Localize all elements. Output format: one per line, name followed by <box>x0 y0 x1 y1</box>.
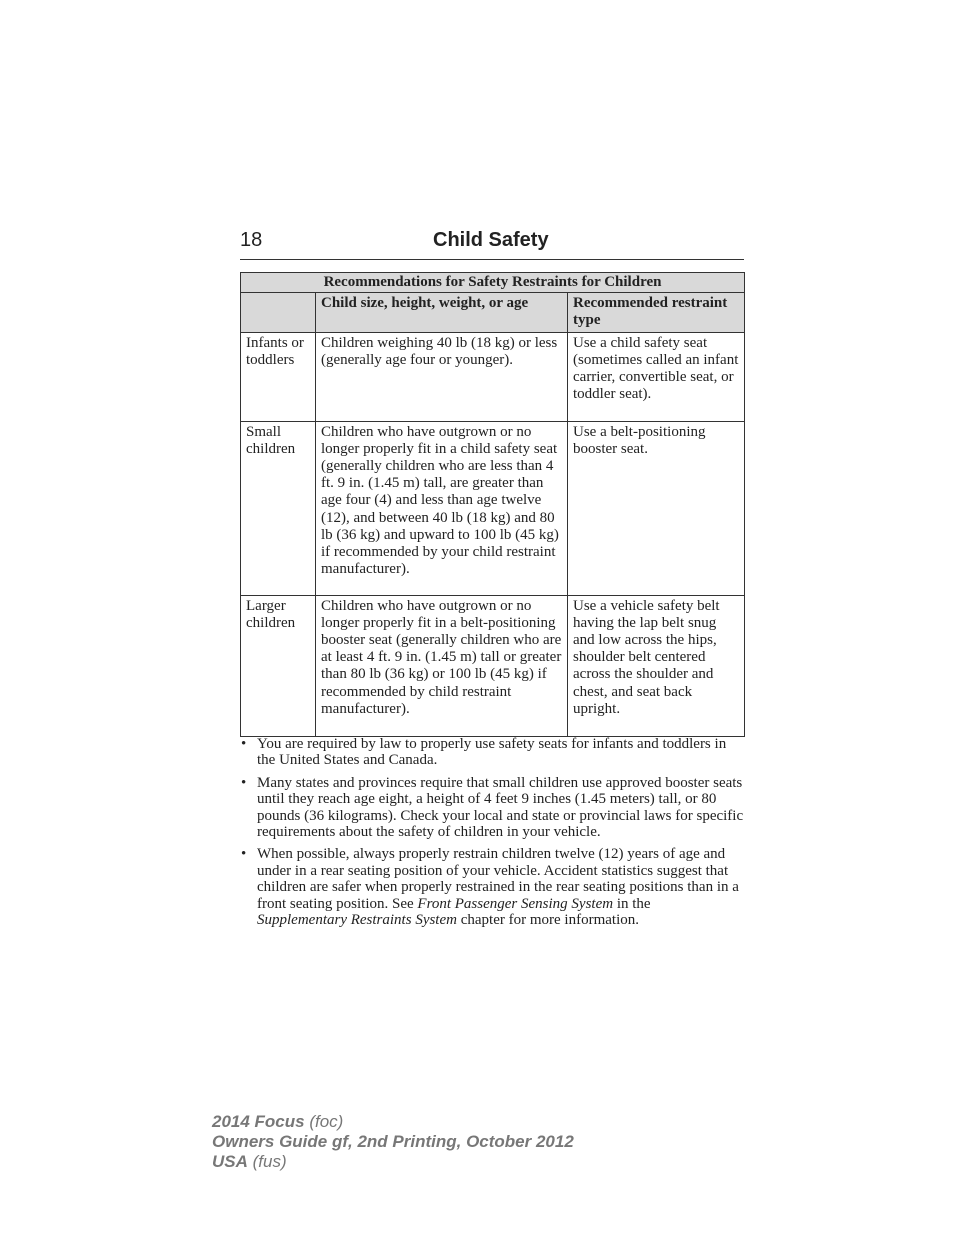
footer-line-guide <box>212 1132 574 1152</box>
table-row <box>241 421 745 595</box>
footer-guide: Owners Guide gf, 2nd Printing, October 2012 <box>212 1132 574 1151</box>
footer-line-market <box>212 1152 574 1172</box>
row-category: Infants or toddlers <box>241 332 316 421</box>
table-title-row <box>241 273 745 293</box>
bullet-marker: • <box>241 846 247 863</box>
bullet-marker: • <box>241 736 247 752</box>
bullet-item <box>240 736 744 769</box>
column-header-size: Child size, height, weight, or age <box>316 293 568 332</box>
row-size: Children who have outgrown or no longer properly fit in a child safety seat (generally children who are less than 4 ft. 9 in. (1.45 m) tall, are greater than age four (4) and less than age twelve (12), and between 40 lb (18 kg) and 80 lb (36 kg) and upward to 100 lb (45 kg) if recommended by your child restraint manufacturer). <box>316 421 568 595</box>
bullet-item <box>240 846 744 928</box>
footer-model-code: (foc) <box>304 1112 344 1131</box>
bullet-text: chapter for more information. <box>456 912 639 929</box>
row-size: Children weighing 40 lb (18 kg) or less (generally age four or younger). <box>316 332 568 421</box>
row-restraint: Use a child safety seat (sometimes called an infant carrier, convertible seat, or toddler seat). <box>568 332 745 421</box>
bullet-text: When possible, always properly restrain children twelve (12) years of age and under in a rear seating position of your vehicle. Accident statistics suggest that children are safer when properly restrained in the rear seating positions than in a front seating position. See <box>257 846 739 912</box>
bullet-item <box>240 775 744 841</box>
row-restraint: Use a vehicle safety belt having the lap belt snug and low across the hips, shoulder belt centered across the shoulder and chest, and seat back upright. <box>568 595 745 736</box>
row-category: Larger children <box>241 595 316 736</box>
page-header <box>240 229 744 260</box>
footer-line-model <box>212 1112 574 1132</box>
bullet-marker: • <box>241 774 247 791</box>
table-title: Recommendations for Safety Restraints for Children <box>241 273 745 293</box>
page-number: 18 <box>240 229 263 251</box>
page-footer <box>212 1112 574 1172</box>
footer-model: 2014 Focus <box>212 1112 305 1131</box>
chapter-title: Child Safety <box>433 229 549 251</box>
table-row <box>241 595 745 736</box>
footer-market-code: (fus) <box>247 1152 287 1171</box>
column-header-restraint: Recommended restraint type <box>568 293 745 332</box>
row-size: Children who have outgrown or no longer properly fit in a belt-positioning booster seat (generally children who are at least 4 ft. 9 in. (1.45 m) tall or greater than 80 lb (36 kg) or 100 lb (45 kg) if recommended by child restraint manufacturer). <box>316 595 568 736</box>
table-header-row <box>241 293 745 332</box>
row-category: Small children <box>241 421 316 595</box>
bullet-text: You are required by law to properly use safety seats for infants and toddlers in the United States and Canada. <box>257 736 727 769</box>
bullet-list <box>240 736 744 934</box>
bullet-text: in the <box>613 895 651 912</box>
restraint-recommendations-table <box>240 272 745 737</box>
column-header-category <box>241 293 316 332</box>
cross-reference-supplementary-restraints: Supplementary Restraints System <box>257 912 457 929</box>
table-row <box>241 332 745 421</box>
row-restraint: Use a belt-positioning booster seat. <box>568 421 745 595</box>
bullet-text: Many states and provinces require that small children use approved booster seats until they reach age eight, a height of 4 feet 9 inches (1.45 meters) tall, or 80 pounds (36 kilograms). Check your local and state or provincial laws for specific requirements about the safety of children in your vehicle. <box>257 774 744 841</box>
footer-market: USA <box>212 1152 248 1171</box>
cross-reference-front-passenger-sensing: Front Passenger Sensing System <box>417 895 614 912</box>
